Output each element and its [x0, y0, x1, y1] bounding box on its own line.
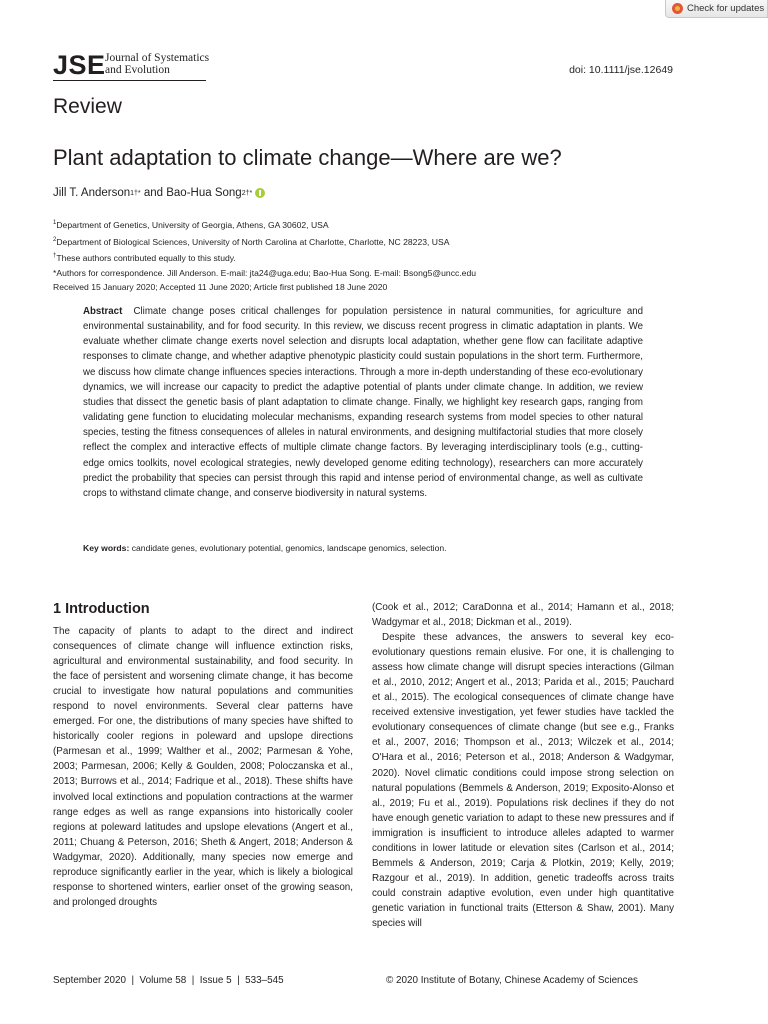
affiliation-text: Department of Biological Sciences, University of North Carolina at Charlotte, Charlotte, NC 28223, USA — [56, 236, 450, 247]
author-1[interactable]: Jill T. Anderson — [53, 187, 131, 199]
check-for-updates-badge[interactable] — [665, 0, 768, 18]
footer-issue-info: September 2020 | Volume 58 | Issue 5 | 533–545 — [53, 975, 284, 986]
keywords-label: Key words: — [83, 543, 130, 553]
footer-copyright: © 2020 Institute of Botany, Chinese Academy of Sciences — [386, 975, 638, 986]
paragraph: Despite these advances, the answers to several key eco-evolutionary questions remain elusive. For one, it is challenging to assess how climate change will disrupt species interactions (Gilman et al., 2010, 2012; Angert et al., 2013; Parida et al., 2015; Pauchard et al., 2015). The ecological consequences of climate change have received extensive investigation, yet fewer studies have tackled the evolutionary consequences of climate change (but see e.g., Franks et al., 2007, 2016; Thompson et al., 2013; Wilczek et al., 2014; O'Hara et al., 2016; Peterson et al., 2018; Anderson & Wadgymar, 2020). Novel climatic conditions could impose strong selection on natural populations (Bemmels & Anderson, 2019; Exposito-Alonso et al., 2019; Fu et al., 2019). Populations risk declines if they do not have enough genetic variation to adapt to these new pressures and if immigration is insufficient to introduce alleles adapted to warmer conditions in lower latitude or elevation sites (Carlson et al., 2014; Bemmels & Anderson, 2019; Carja & Plotkin, 2019; Kelly, 2019; Razgour et al., 2019). In addition, genetic tradeoffs across traits could constrain adaptive evolution, even under high quantitative genetic variation in functional traits (Etterson & Shaw, 2001). Many species will — [372, 632, 674, 929]
journal-logo: JSE — [53, 50, 106, 80]
affiliation-line — [53, 233, 476, 250]
affiliations — [53, 216, 476, 295]
affiliation-line — [53, 216, 476, 233]
journal-name — [105, 52, 209, 76]
body-column-left: The capacity of plants to adapt to the direct and indirect consequences of climate change will influence extinction risks, agricultural and environmental sustainability, and food security. In the face of persistent and worsening climate change, it has become crucial to investigate how natural populations and communities respond to novel environments. Several clear patterns have emerged. For one, the distributions of many species have shifted to historically cooler regions in poleward and upslope directions (Parmesan et al., 1999; Walther et al., 2002; Parmesan & Yohe, 2003; Parmesan, 2006; Kelly & Goulden, 2008; Poloczanska et al., 2013; Burrows et al., 2014; Fadrique et al., 2018). These shifts have involved local extinctions and population contractions at the warmer range edges as well as range expansions into historically cooler regions at poleward latitudes and upslope elevations (Angert et al., 2011; Chuang & Peterson, 2016; Sheth & Angert, 2018; Anderson & Wadgymar, 2020). Additionally, many species now emerge and reproduce significantly earlier in the year, which is likely a biological response to shortened winters, earlier onset of the growing season, and prolonged droughts — [53, 626, 353, 908]
keywords-text: candidate genes, evolutionary potential, genomics, landscape genomics, selection. — [131, 543, 447, 553]
affiliation-mark: † — [53, 253, 57, 259]
affiliation-mark: 2 — [53, 236, 57, 243]
check-for-updates-label: Check for updates — [687, 3, 765, 14]
paragraph: (Cook et al., 2012; CaraDonna et al., 2014; Hamann et al., 2018; Wadgymar et al., 2018; Dickman et al., 2019). — [372, 602, 674, 629]
journal-name-line1: Journal of Systematics — [105, 52, 210, 64]
dates-line: Received 15 January 2020; Accepted 11 June 2020; Article first published 18 June 2020 — [53, 282, 388, 292]
affiliation-mark: 1 — [53, 220, 57, 226]
crossmark-icon — [672, 3, 683, 14]
body-column-right — [372, 600, 674, 931]
journal-name-line2: and Evolution — [105, 64, 170, 76]
author-2[interactable]: Bao-Hua Song — [166, 187, 242, 199]
orcid-icon[interactable] — [255, 188, 265, 198]
affiliation-text: These authors contributed equally to this study. — [56, 253, 236, 263]
author-2-marks: 2†* — [241, 189, 253, 197]
header-rule — [53, 80, 206, 81]
article-type: Review — [53, 95, 122, 118]
author-join: and — [140, 187, 167, 199]
affiliation-line — [53, 249, 476, 266]
abstract — [83, 304, 643, 501]
abstract-text: Climate change poses critical challenges for population persistence in natural communities, for agriculture and environmental sustainability, and for food security. In this review, we discuss recent progress in climatic adaptation in plants. We evaluate whether climate change exerts novel selection and disrupts local adaptation, whether gene flow can facilitate adaptive responses to climate change, and whether adaptive phenotypic plasticity could sustain populations in the short term. Furthermore, we discuss how climate change influences species interactions. Through a more in-depth understanding of these eco-evolutionary dynamics, we will increase our capacity to predict the adaptive potential of plants under climate change. In addition, we review studies that dissect the genetic basis of plant adaptation to climate change. Finally, we highlight key research gaps, ranging from validating gene function to elucidating molecular mechanisms, expanding research systems from model species to other natural species, testing the fitness consequences of alleles in natural environments, and designing multifactorial studies that more closely reflect the complex and interactive effects of multiple climate change factors. By leveraging interdisciplinary tools (e.g., cutting-edge omics toolkits, novel ecological strategies, newly developed genome editing technology), researchers can more accurately predict the probability that species can persist through this rapid and intense period of environmental change, as well as cultivate crops to withstand climate change, and conserve biodiversity in natural systems. — [83, 306, 643, 499]
doi-link[interactable]: doi: 10.1111/jse.12649 — [569, 64, 673, 76]
author-1-marks: 1†* — [130, 189, 141, 197]
author-line — [53, 187, 265, 199]
article-title: Plant adaptation to climate change—Where are we? — [53, 145, 562, 170]
section-heading: 1 Introduction — [53, 601, 150, 617]
correspondence-line: *Authors for correspondence. Jill Anderson. E-mail: jta24@uga.edu; Bao-Hua Song. E-mail: Bsong5@uncc.edu — [53, 267, 477, 278]
keywords — [83, 543, 643, 553]
affiliation-text: Department of Genetics, University of Georgia, Athens, GA 30602, USA — [56, 220, 329, 230]
abstract-label: Abstract — [83, 306, 123, 317]
